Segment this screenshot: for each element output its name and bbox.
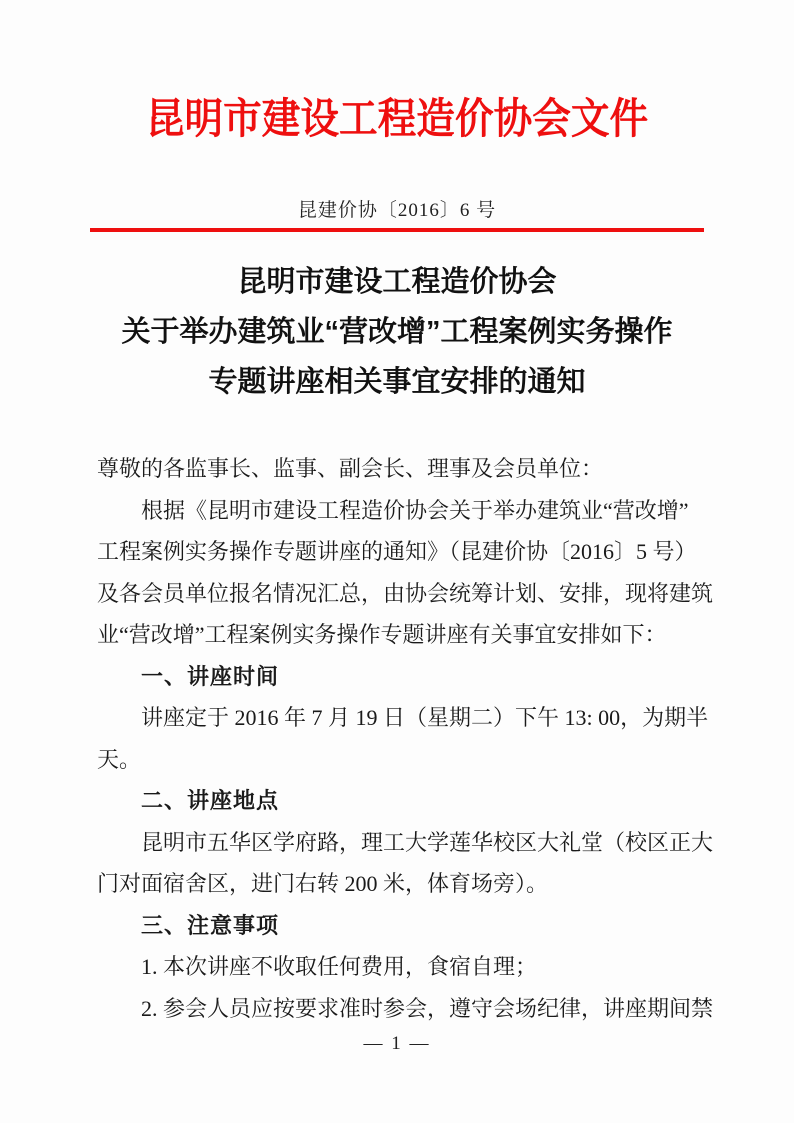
section-3-heading: 三、注意事项 — [141, 912, 280, 938]
section-2-heading: 二、讲座地点 — [141, 788, 280, 813]
salutation-line: 尊敬的各监事长、监事、副会长、理事及会员单位： — [97, 456, 604, 481]
document-title-line-3: 专题讲座相关事宜安排的通知 — [208, 366, 586, 398]
intro-line-4: 业“营改增”工程案例实务操作专题讲座有关事宜安排如下： — [97, 622, 667, 647]
section-1-line-1: 讲座定于 2016 年 7 月 19 日（星期二）下午 13: 00，为期半 — [141, 705, 709, 730]
intro-line-1: 根据《昆明市建设工程造价协会关于举办建筑业“营改增” — [141, 497, 689, 523]
section-1-line-2: 天。 — [97, 746, 142, 772]
section-2-line-2: 门对面宿舍区，进门右转 200 米，体育场旁）。 — [97, 871, 549, 896]
document-number: 昆建价协〔2016〕6 号 — [297, 200, 497, 221]
document-body — [97, 448, 714, 1029]
document-title-line-1: 昆明市建设工程造价协会 — [237, 266, 557, 298]
agency-header-title: 昆明市建设工程造价协会文件 — [145, 95, 649, 142]
intro-line-2: 工程案例实务操作专题讲座的通知》（昆建价协〔2016〕5 号） — [97, 539, 697, 564]
red-divider-line — [90, 228, 704, 232]
document-title — [0, 257, 794, 407]
section-2-line-1: 昆明市五华区学府路，理工大学莲华校区大礼堂（校区正大 — [141, 829, 714, 855]
document-title-line-2: 关于举办建筑业“营改增”工程案例实务操作 — [121, 316, 673, 348]
section-3-item-2: 2. 参会人员应按要求准时参会，遵守会场纪律，讲座期间禁 — [141, 995, 714, 1021]
intro-line-3: 及各会员单位报名情况汇总，由协会统筹计划、安排，现将建筑 — [97, 580, 714, 606]
section-1-heading: 一、讲座时间 — [141, 663, 280, 689]
page-number: — 1 — — [363, 1033, 431, 1054]
section-3-item-1: 1. 本次讲座不收取任何费用，食宿自理； — [141, 954, 538, 979]
